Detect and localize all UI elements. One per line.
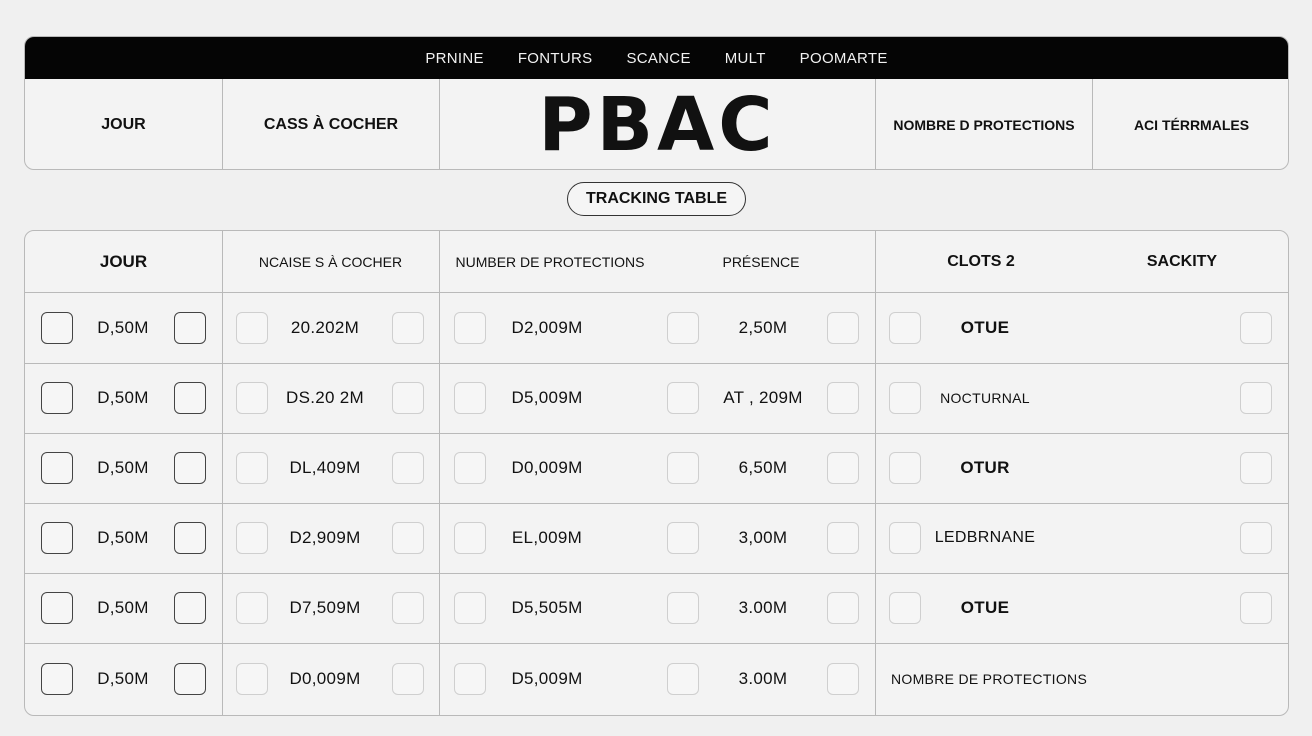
nav-item-mult[interactable]: MULT <box>724 49 766 67</box>
row-checkbox[interactable] <box>1240 382 1272 414</box>
table-row <box>25 503 1288 573</box>
table-row <box>25 293 1288 363</box>
cell-number: EL,009M <box>511 528 583 547</box>
row-checkbox[interactable] <box>41 663 73 695</box>
cell-jour: D,50M <box>97 598 149 617</box>
row-checkbox[interactable] <box>41 452 73 484</box>
nav-item-fonturs[interactable]: FONTURS <box>517 49 593 67</box>
row-checkbox[interactable] <box>454 522 486 554</box>
nav-item-poomarte[interactable]: POOMARTE <box>799 49 888 67</box>
row-checkbox[interactable] <box>174 663 206 695</box>
cell-cases: D7,509M <box>289 598 361 617</box>
tracking-table <box>24 230 1289 716</box>
brand-cell <box>440 79 876 170</box>
cell-clots: OTUE <box>960 598 1010 617</box>
row-checkbox[interactable] <box>889 592 921 624</box>
cell-cases: DS.20 2M <box>286 388 364 407</box>
table-row <box>25 573 1288 643</box>
table-row <box>25 644 1288 714</box>
row-checkbox[interactable] <box>454 312 486 344</box>
row-checkbox[interactable] <box>174 522 206 554</box>
table-row <box>25 363 1288 433</box>
row-checkbox[interactable] <box>667 592 699 624</box>
top-nav <box>25 37 1288 79</box>
tracking-table-pill[interactable]: TRACKING TABLE <box>567 182 746 216</box>
row-checkbox[interactable] <box>236 382 268 414</box>
row-checkbox[interactable] <box>41 382 73 414</box>
cell-jour: D,50M <box>97 669 149 688</box>
row-checkbox[interactable] <box>236 522 268 554</box>
cell-clots: LEDBRNANE <box>934 529 1036 546</box>
row-checkbox[interactable] <box>667 522 699 554</box>
row-checkbox[interactable] <box>827 522 859 554</box>
row-checkbox[interactable] <box>454 452 486 484</box>
row-checkbox[interactable] <box>889 312 921 344</box>
row-checkbox[interactable] <box>41 312 73 344</box>
header-jour: JOUR <box>25 79 223 170</box>
cell-presence: 3,00M <box>738 528 788 547</box>
row-checkbox[interactable] <box>392 452 424 484</box>
row-checkbox[interactable] <box>174 312 206 344</box>
cell-jour: D,50M <box>97 388 149 407</box>
table-row <box>25 433 1288 503</box>
row-checkbox[interactable] <box>889 382 921 414</box>
header-thermales: ACI TÉRRMALES <box>1133 117 1250 133</box>
cell-cases: D2,909M <box>289 528 361 547</box>
th-presence: PRÉSENCE <box>722 253 800 270</box>
row-checkbox[interactable] <box>236 663 268 695</box>
row-checkbox[interactable] <box>827 592 859 624</box>
row-checkbox[interactable] <box>1240 312 1272 344</box>
row-checkbox[interactable] <box>889 452 921 484</box>
row-checkbox[interactable] <box>236 452 268 484</box>
row-checkbox[interactable] <box>174 382 206 414</box>
th-sackity: SACKITY <box>1146 252 1218 270</box>
cell-cases: D0,009M <box>289 669 361 688</box>
row-checkbox[interactable] <box>1240 592 1272 624</box>
row-checkbox[interactable] <box>667 382 699 414</box>
header-cases: CASS À COCHER <box>223 79 440 170</box>
cell-presence: 3.00M <box>738 669 788 688</box>
cell-number: D0,009M <box>511 458 583 477</box>
header-card <box>24 36 1289 170</box>
cell-presence: 3.00M <box>738 598 788 617</box>
th-cases: NCAISE S À COCHER <box>258 253 403 270</box>
cell-presence: 6,50M <box>738 458 788 477</box>
row-checkbox[interactable] <box>827 663 859 695</box>
row-checkbox[interactable] <box>174 592 206 624</box>
th-clots: CLOTS 2 <box>947 252 1015 270</box>
row-checkbox[interactable] <box>667 452 699 484</box>
row-checkbox[interactable] <box>41 592 73 624</box>
cell-presence: AT , 209M <box>723 388 803 407</box>
row-checkbox[interactable] <box>827 452 859 484</box>
header-row <box>25 79 1288 170</box>
row-checkbox[interactable] <box>454 592 486 624</box>
row-checkbox[interactable] <box>41 522 73 554</box>
cell-jour: D,50M <box>97 528 149 547</box>
row-checkbox[interactable] <box>667 663 699 695</box>
row-checkbox[interactable] <box>392 382 424 414</box>
cell-clots: OTUE <box>960 318 1010 337</box>
row-checkbox[interactable] <box>827 382 859 414</box>
row-checkbox[interactable] <box>392 592 424 624</box>
cell-cases: 20.202M <box>290 318 360 337</box>
row-checkbox[interactable] <box>174 452 206 484</box>
row-checkbox[interactable] <box>236 592 268 624</box>
row-checkbox[interactable] <box>1240 522 1272 554</box>
cell-jour: D,50M <box>97 318 149 337</box>
row-checkbox[interactable] <box>889 522 921 554</box>
cell-clots: OTUR <box>960 458 1010 477</box>
cell-number: D5,505M <box>511 598 583 617</box>
nav-item-prnine[interactable]: PRNINE <box>425 49 484 67</box>
row-checkbox[interactable] <box>1240 452 1272 484</box>
cell-cases: DL,409M <box>289 458 361 477</box>
row-checkbox[interactable] <box>392 522 424 554</box>
cell-presence: 2,50M <box>738 318 788 337</box>
row-checkbox[interactable] <box>392 312 424 344</box>
nav-item-scance[interactable]: SCANCE <box>626 49 691 67</box>
th-number: NUMBER DE PROTECTIONS <box>455 253 645 270</box>
row-checkbox[interactable] <box>454 382 486 414</box>
header-protections: NOMBRE D PROTECTIONS <box>876 79 1093 170</box>
cell-jour: D,50M <box>97 458 149 477</box>
row-checkbox[interactable] <box>827 312 859 344</box>
cell-number: D5,009M <box>511 388 583 407</box>
cell-clots: NOMBRE DE PROTECTIONS <box>891 671 1088 687</box>
th-jour: JOUR <box>99 251 148 271</box>
row-checkbox[interactable] <box>236 312 268 344</box>
row-checkbox[interactable] <box>667 312 699 344</box>
cell-number: D2,009M <box>511 318 583 337</box>
brand-title: PBAC <box>538 82 777 168</box>
cell-number: D5,009M <box>511 669 583 688</box>
cell-clots: NOCTURNAL <box>940 390 1030 406</box>
row-checkbox[interactable] <box>454 663 486 695</box>
row-checkbox[interactable] <box>392 663 424 695</box>
